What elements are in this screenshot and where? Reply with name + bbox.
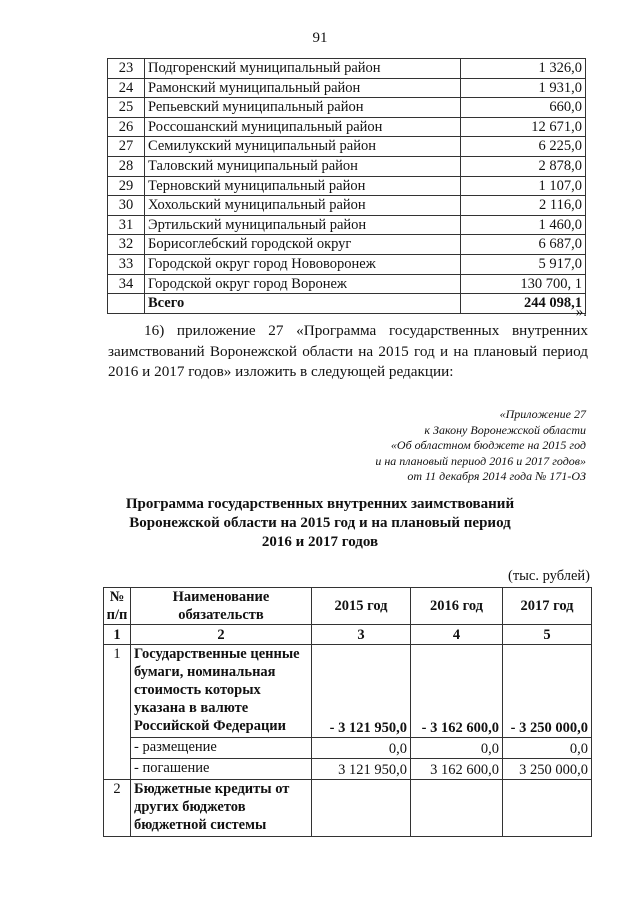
row-number: 24 [108, 78, 145, 98]
amount: 12 671,0 [461, 117, 586, 137]
table-row [108, 78, 586, 98]
district-name: Городской округ город Нововоронеж [145, 254, 461, 274]
borrowing-program-table [103, 587, 592, 837]
value-cell: 0,0 [411, 738, 503, 759]
total-value: 244 098,1 [461, 294, 586, 314]
amendment-paragraph [108, 321, 588, 383]
district-name: Репьевский муниципальный район [145, 98, 461, 118]
row-number: 1 [104, 645, 131, 780]
table-row [104, 738, 592, 759]
amount: 6 687,0 [461, 235, 586, 255]
amount: 1 107,0 [461, 176, 586, 196]
district-name: Терновский муниципальный район [145, 176, 461, 196]
value-cell [503, 780, 592, 837]
district-name: Рамонский муниципальный район [145, 78, 461, 98]
allocation-table [107, 58, 586, 314]
appendix-line: «Приложение 27 [499, 407, 586, 421]
value-cell: - 3 162 600,0 [411, 645, 503, 738]
appendix-line: «Об областном бюджете на 2015 год [390, 438, 586, 452]
table-row [104, 759, 592, 780]
row-number: 23 [108, 59, 145, 79]
district-name: Россошанский муниципальный район [145, 117, 461, 137]
header-row [104, 588, 592, 625]
value-cell: 0,0 [312, 738, 411, 759]
value-cell [411, 780, 503, 837]
closing-quote: ». [575, 304, 587, 320]
table-row [108, 176, 586, 196]
row-number: 32 [108, 235, 145, 255]
title-line: Программа государственных внутренних заимствований [125, 496, 515, 512]
row-number: 27 [108, 137, 145, 157]
row-number: 29 [108, 176, 145, 196]
table-row [108, 254, 586, 274]
value-cell: 3 121 950,0 [312, 759, 411, 780]
district-name: Подгоренский муниципальный район [145, 59, 461, 79]
value-cell: - 3 121 950,0 [312, 645, 411, 738]
district-name: Городской округ город Воронеж [145, 274, 461, 294]
amount: 5 917,0 [461, 254, 586, 274]
row-number: 31 [108, 215, 145, 235]
row-number: 30 [108, 196, 145, 216]
column-number: 5 [503, 625, 592, 645]
table-row [108, 137, 586, 157]
amount: 1 931,0 [461, 78, 586, 98]
row-number: 2 [104, 780, 131, 837]
column-number: 4 [411, 625, 503, 645]
district-name: Борисоглебский городской округ [145, 235, 461, 255]
table-row [104, 645, 592, 738]
amount: 1 460,0 [461, 215, 586, 235]
appendix-line: и на плановый период 2016 и 2017 годов» [375, 453, 586, 468]
district-name: Таловский муниципальный район [145, 156, 461, 176]
column-number: 2 [131, 625, 312, 645]
table-row [108, 59, 586, 79]
column-number: 1 [104, 625, 131, 645]
district-name: Хохольский муниципальный район [145, 196, 461, 216]
value-cell: 3 162 600,0 [411, 759, 503, 780]
header-cell: 2015 год [312, 588, 411, 625]
column-number: 3 [312, 625, 411, 645]
column-number-row [104, 625, 592, 645]
empty-cell [108, 294, 145, 314]
row-number: 34 [108, 274, 145, 294]
table-row [108, 117, 586, 137]
total-label: Всего [145, 294, 461, 314]
amount: 1 326,0 [461, 59, 586, 79]
amount: 130 700, 1 [461, 274, 586, 294]
units-label: (тыс. рублей) [508, 568, 590, 584]
program-title [70, 495, 570, 552]
row-number: 26 [108, 117, 145, 137]
amount: 6 225,0 [461, 137, 586, 157]
header-cell: 2016 год [411, 588, 503, 625]
row-number: 33 [108, 254, 145, 274]
amount: 660,0 [461, 98, 586, 118]
appendix-line: от 11 декабря 2014 года № 171-ОЗ [407, 469, 586, 483]
row-number: 25 [108, 98, 145, 118]
table-row [108, 98, 586, 118]
title-line: Воронежской области на 2015 год и на плановый период [129, 515, 511, 531]
table-row [108, 196, 586, 216]
amount: 2 878,0 [461, 156, 586, 176]
table-row [108, 235, 586, 255]
district-name: Семилукский муниципальный район [145, 137, 461, 157]
amount: 2 116,0 [461, 196, 586, 216]
row-name: - погашение [131, 759, 312, 780]
row-name: Бюджетные кредиты от других бюджетов бюджетной системы [131, 780, 312, 837]
value-cell: - 3 250 000,0 [503, 645, 592, 738]
value-cell: 3 250 000,0 [503, 759, 592, 780]
amendment-text: 16) приложение 27 «Программа государственных внутренних заимствований Воронежской области на 2015 год и на плановый период 2016 и 2017 годов» изложить в следующей редакции: [108, 322, 588, 380]
district-name: Эртильский муниципальный район [145, 215, 461, 235]
page-number: 91 [312, 30, 328, 46]
appendix-reference [250, 407, 586, 485]
value-cell: 0,0 [503, 738, 592, 759]
value-cell [312, 780, 411, 837]
appendix-line: к Закону Воронежской области [424, 422, 586, 437]
table-row [104, 780, 592, 837]
header-cell: 2017 год [503, 588, 592, 625]
table-row [108, 274, 586, 294]
row-number: 28 [108, 156, 145, 176]
header-cell: Наименование обязательств [131, 588, 312, 625]
table-row [108, 156, 586, 176]
row-name: Государственные ценные бумаги, номинальная стоимость которых указана в валюте Российской Федерации [131, 645, 312, 738]
title-line: 2016 и 2017 годов [261, 534, 379, 550]
header-cell: № п/п [104, 588, 131, 625]
row-name: - размещение [131, 738, 312, 759]
table-row [108, 215, 586, 235]
